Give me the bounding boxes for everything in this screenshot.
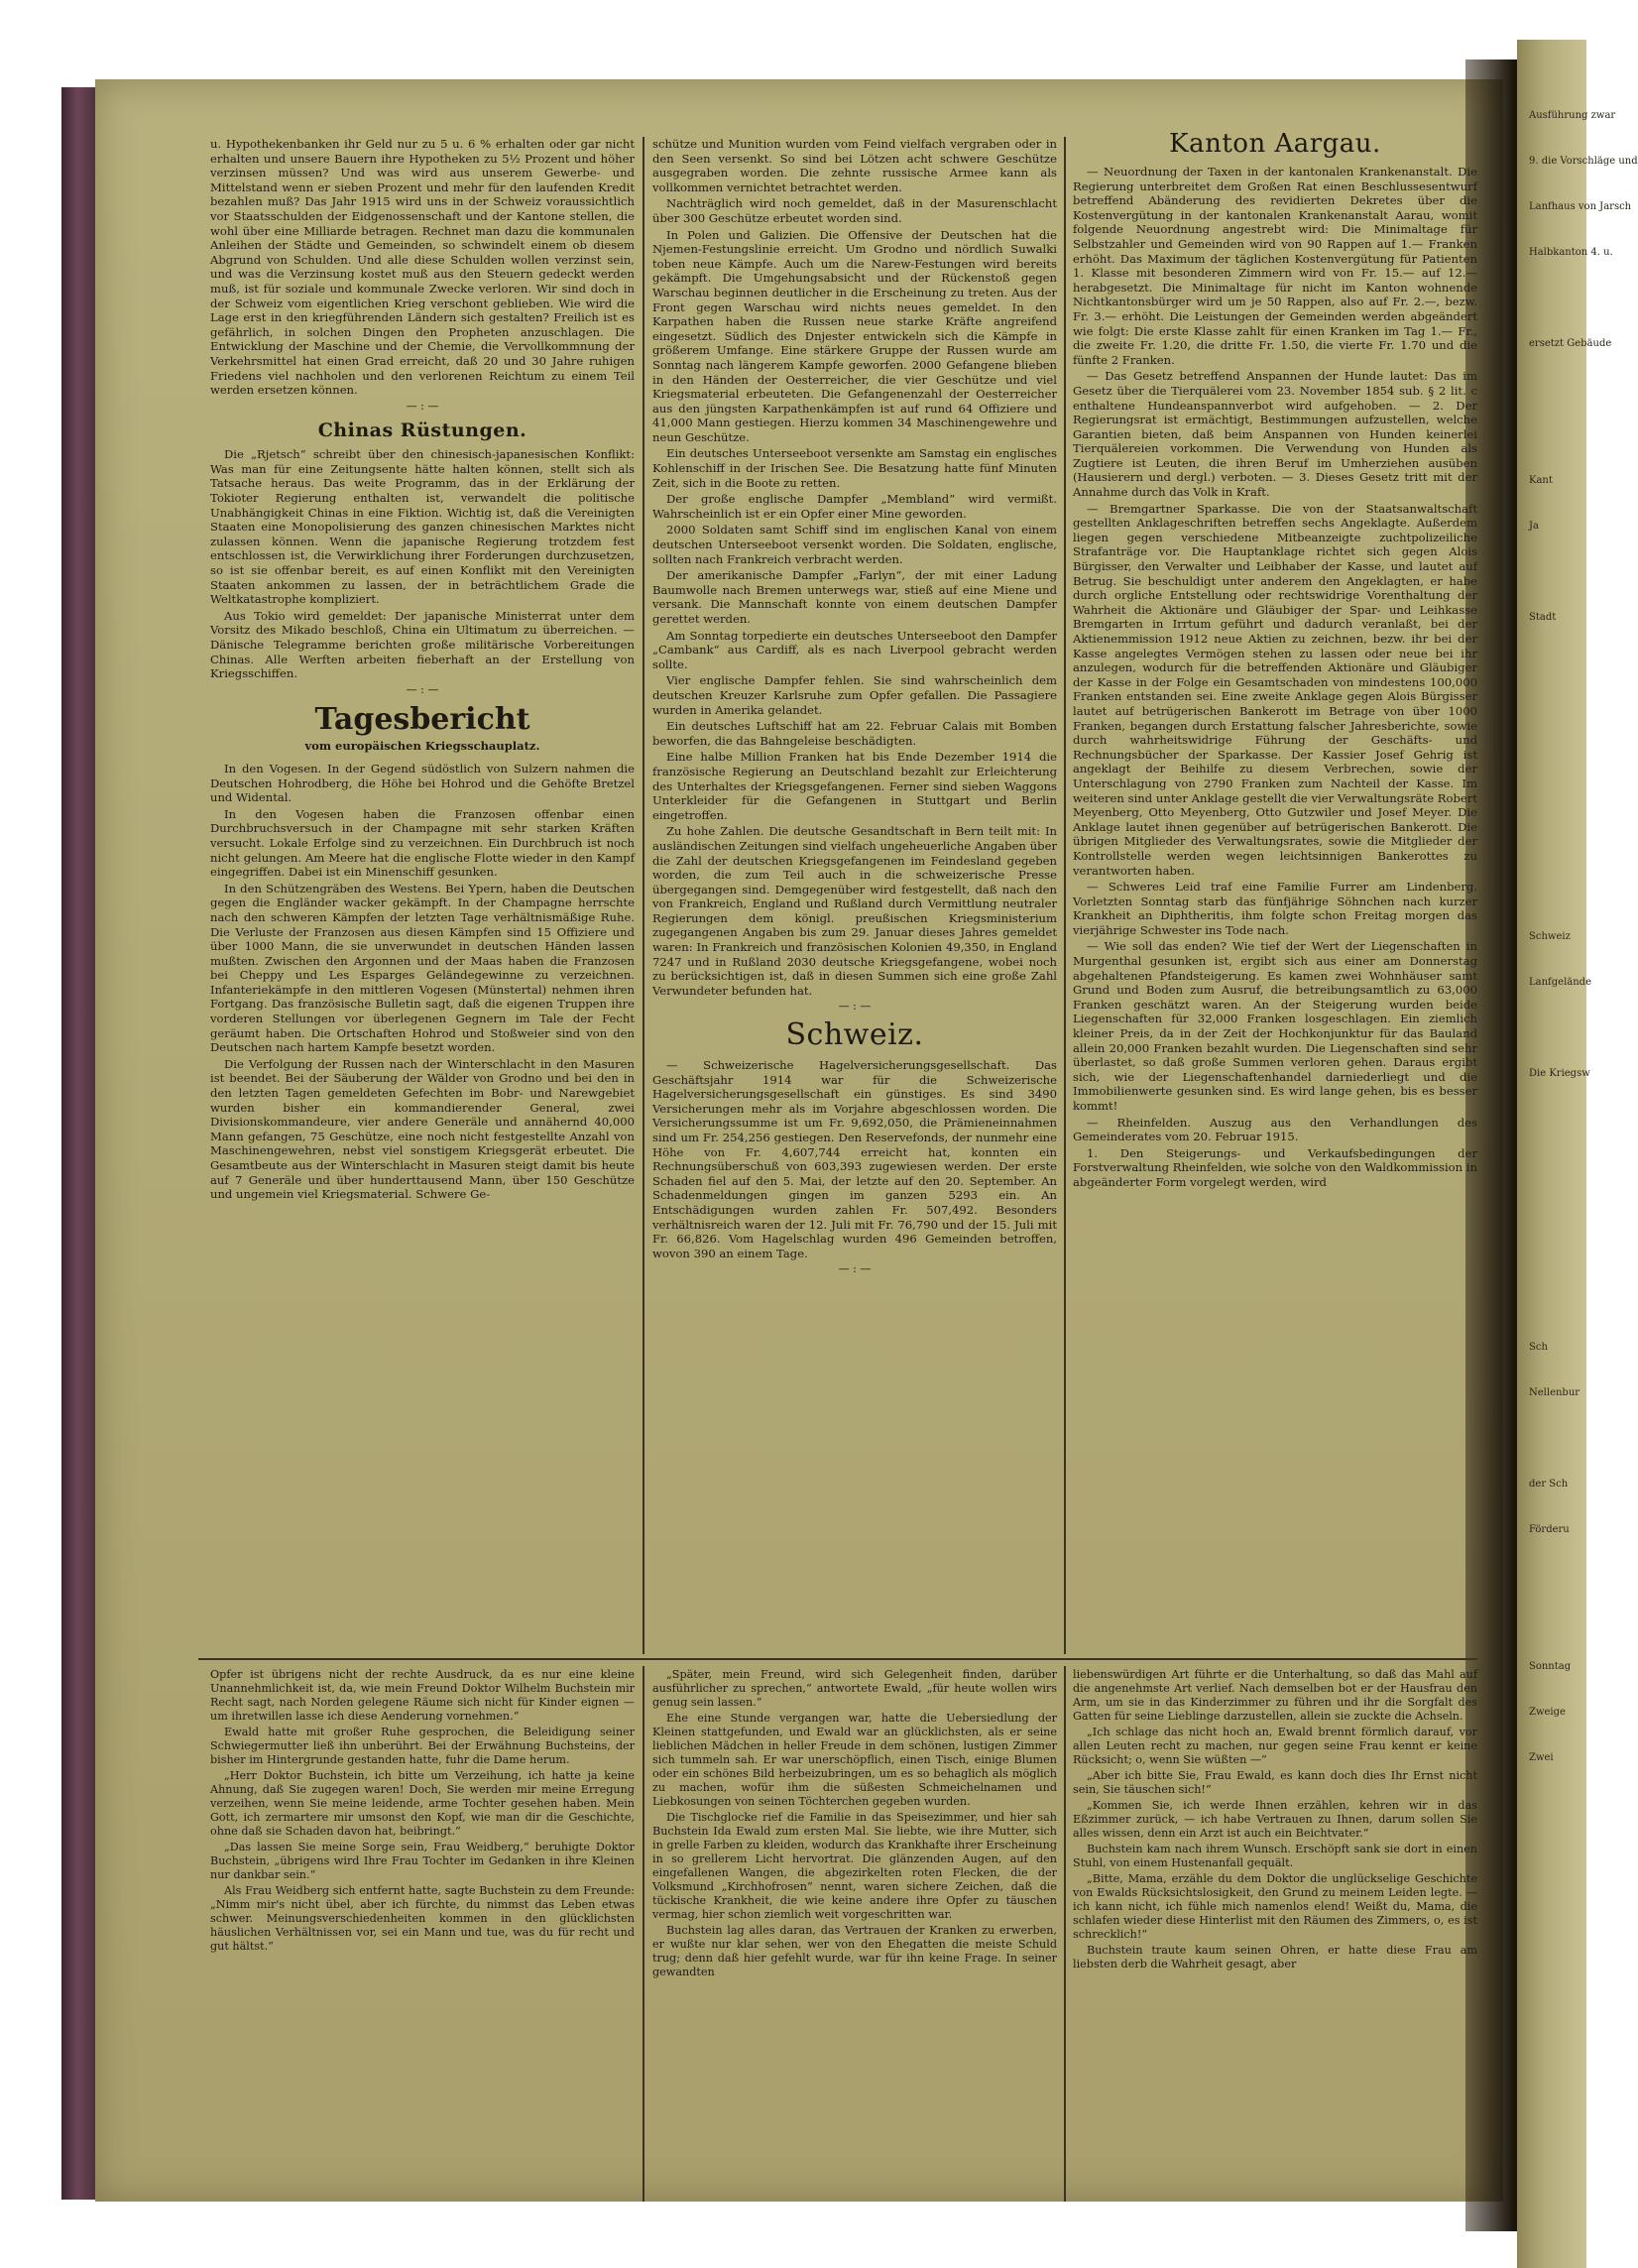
russen-paragraph: Die Verfolgung der Russen nach der Winterschlacht in den Masuren ist beendet. Bei der Säuberung der Wälder von Grodno und bei den in den letzten Tagen gemeldeten Gefechten im Bobr- und Narewgebiet wurden bisher ein kommandierender General, zwei Divisionskommandeure, vier andere Generäle und annähernd 40,000 Mann gefangen, 75 Geschütze, eine noch nicht festgestellte Anzahl von Maschinengewehren, nebst viel sonstigem Kriegsgerät erbeutet. Die Gesamtbeute aus der Winterschlacht in Masuren steigt damit bis heute auf 7 Generäle und über hunderttausend Mann, über 150 Geschütze und ungemein viel Kriegsmaterial. Schwere Ge- [210,1056,635,1202]
adjacent-page-line: Ausführung zwar [1529,110,1616,121]
tagesbericht-subheading: vom europäischen Kriegsschauplatz. [304,739,540,754]
article-column-3 [1073,129,1477,1192]
polen-paragraph: In Polen und Galizien. Die Offensive der Deutschen hat die Njemen-Festungslinie erreicht. Um Grodno und nördlich Suwalki toben neue Kämpfe. Auch um die Narew-Festungen wird bereits gekämpft. Die Umgehungsabsicht und der Rückenstoß gegen Warschau beginnen deutlicher in die Erscheinung zu treten. Aus der Front gegen Warschau wird nichts neues gemeldet. In den Karpathen haben die Russen neue starke Kräfte angreifend eingesetzt. Südlich des Dnjester entwickeln sich die Kämpfe in größerem Umfange. Eine stärkere Gruppe der Russen wurde am Sonntag nach längerem Kampfe geworfen. 2000 Gefangene blieben in den Händen der Oesterreicher, die vier Geschütze und viel Kriegsmaterial erbeuteten. Die Gefangenenzahl der Oesterreicher aus den jüngsten Karpathenkämpfen ist auf rund 64 Offiziere und 41,000 Mann gestiegen. Hierzu kommen 34 Maschinengewehre und neun Geschütze. [652,227,1057,444]
adjacent-page-line: Schweiz [1529,931,1571,942]
krankenanstalt-paragraph: — Neuordnung der Taxen in der kantonalen Krankenanstalt. Die Regierung unterbreitet dem Großen Rat einen Beschlussesentwurf betreffend Abänderung des revidierten Dekretes über die Kostenvergütung in der kantonalen Krankenanstalt Aarau, womit folgende Neuordnung angestrebt wird: Die Minimaltage für Selbstzahler und Gemeinden wird von 90 Rappen auf 1.— Franken erhöht. Das Maximum der täglichen Kostenvergütung für Patienten 1. Klasse mit besonderen Zimmern wird von Fr. 15.— auf 12.— herabgesetzt. Die Minimaltage für nicht im Kanton wohnende Nichtkantonsbürger wird um je 50 Rappen, also auf Fr. 2.—, bezw. Fr. 3.— erhöht. Die Leistungen der Gemeinden werden abgeändert wie folgt: Die erste Klasse zahlt für einen Kranken im Tag 1.— Fr., die zweite Fr. 1.20, die dritte Fr. 1.50, die vierte Fr. 1.70 und die fünfte 2 Franken. [1073,165,1477,367]
rheinfelden-paragraph: — Rheinfelden. Auszug aus den Verhandlungen des Gemeinderates vom 20. Februar 1915. [1073,1115,1477,1144]
dampfer-paragraph: Vier englische Dampfer fehlen. Sie sind wahrscheinlich dem deutschen Kreuzer Karlsruhe zum Opfer gefallen. Die Passagiere wurden in Amerika gelandet. [652,673,1057,717]
feuilleton-column-1 [210,1668,635,1956]
feuilleton-rule [198,1658,1477,1660]
adjacent-page-line: Lanfgelände [1529,977,1591,988]
feuilleton-paragraph: „Aber ich bitte Sie, Frau Ewald, es kann doch dies Ihr Ernst nicht sein, Sie täuschen sich!“ [1073,1769,1477,1796]
separator: — : — [838,1000,872,1014]
adjacent-page-line: Stadt [1529,612,1557,623]
feuilleton-paragraph: Buchstein lag alles daran, das Vertrauen der Kranken zu erwerben, er wußte nur klar sehen, wer von den Ehegatten die meiste Schuld trug; denn daß hier gefehlt wurde, war für ihn keine Frage. In seiner gewandten [652,1924,1057,1978]
unterseeboot-paragraph: Ein deutsches Unterseeboot versenkte am Samstag ein englisches Kohlenschiff in der Irischen See. Die Besatzung hatte fünf Minuten Zeit, sich in die Boote zu retten. [652,446,1057,490]
feuilleton-paragraph: Buchstein traute kaum seinen Ohren, er hatte diese Frau am liebsten derb die Wahrheit gesagt, aber [1073,1944,1477,1970]
feuilleton-paragraph: „Kommen Sie, ich werde Ihnen erzählen, kehren wir in das Eßzimmer zurück, — ich habe Vertrauen zu Ihnen, darum sollen Sie alles wissen, denn ein Arzt ist auch ein Beichtvater.“ [1073,1799,1477,1840]
kanton-aargau-heading: Kanton Aargau. [1169,129,1381,159]
adjacent-page-line: Kant [1529,475,1553,486]
schweiz-heading: Schweiz. [785,1017,924,1053]
feuilleton-paragraph: „Später, mein Freund, wird sich Gelegenheit finden, darüber ausführlicher zu sprechen,“ antwortete Ewald, „für heute wollen wirs genug sein lassen.“ [652,1668,1057,1709]
column-rule-2 [1064,137,1066,1654]
zahlen-paragraph: Zu hohe Zahlen. Die deutsche Gesandtschaft in Bern teilt mit: In ausländischen Zeitungen sind vielfach ungeheuerliche Angaben über die Zahl der deutschen Kriegsgefangenen im Feindesland gegeben worden, die zum Teil auch in die schweizerische Presse übergegangen sind. Demgegenüber wird festgestellt, daß nach den von Frankreich, England und Rußland durch Vermittlung neutraler Regierungen dem königl. preußischen Kriegsministerium zugegangenen Angaben bis zum 29. Januar dieses Jahres gemeldet waren: In Frankreich und französischen Kolonien 49,350, in England 7247 und in Rußland 2030 deutsche Kriegsgefangene, wobei noch zu berücksichtigen ist, daß in diesen Summen sich eine große Zahl Verwundeter befunden hat. [652,824,1057,998]
feuilleton-paragraph: „Herr Doktor Buchstein, ich bitte um Verzeihung, ich hatte ja keine Ahnung, daß Sie zugegen waren! Doch, Sie werden mir meine Erregung verzeihen, wenn Sie meine leidende, arme Tochter gesehen haben. Mein Gott, ich zermartere mir umsonst den Kopf, wie man dir die Geschichte, ohne daß sie Schaden davon hat, beibringt.“ [210,1769,635,1838]
separator: — : — [406,399,439,413]
membland-paragraph: Der große englische Dampfer „Membland“ wird vermißt. Wahrscheinlich ist er ein Opfer einer Mine geworden. [652,492,1057,521]
book-cover-edge [61,87,97,2200]
adjacent-page-line: der Sch [1529,1479,1569,1490]
westen-paragraph: In den Schützengräben des Westens. Bei Ypern, haben die Deutschen gegen die Engländer wacker gekämpft. In der Champagne herrschte nach den schweren Kämpfen der letzten Tage verhältnismäßige Ruhe. Die Verluste der Franzosen aus diesen Kämpfen sind 15 Offiziere und über 1000 Mann, die sie unverwundet in deutschen Händen lassen mußten. Zwischen den Argonnen und der Maas haben die Franzosen bei Cheppy und Les Esparges Geländegewinne zu verzeichnen. Infanteriekämpfe in den mittleren Vogesen (Münstertal) nehmen ihren Fortgang. Das französische Bulletin sagt, daß die eigenen Truppen ihre vorderen Stellungen vor überlegenen Gegnern im Tale der Fecht geräumt haben. Die Ortschaften Hohrod und Stoßweier sind von den Deutschen nach hartem Kampfe besetzt worden. [210,881,635,1055]
adjacent-page-line: 9. die Vorschläge und [1529,156,1638,167]
adjacent-page-line: Nellenbur [1529,1387,1580,1398]
leid-paragraph: — Schweres Leid traf eine Familie Furrer am Lindenberg. Vorletzten Sonntag starb das fünfjährige Söhnchen nach kurzer Krankheit an Diphtheritis, ihm folgte schon Freitag morgen das vierjährige Schwester ins Tode nach. [1073,880,1477,937]
enden-paragraph: — Wie soll das enden? Wie tief der Wert der Liegenschaften in Murgenthal gesunken ist, ergibt sich aus einer am Donnerstag abgehaltenen Pfandsteigerung. Es kamen zwei Wohnhäuser samt Grund und Boden zum Ausruf, die betreibungsamtlich zu 63,000 Franken geschätzt waren. An der Steigerung wurden beide Liegenschaften für 32,000 Franken losgeschlagen. Ein ziemlich kleiner Preis, da in der Zeit der Hochkonjunktur für das Bauland allein 20,000 Franken bezahlt wurden. Die Liegenschaften sind sehr überlastet, so daß große Summen verloren gehen. Daraus ergibt sich, wie der Liegenschaftenhandel darniederliegt und die Immobilienwerte gesunken sind. Es wird lange gehen, bis es besser kommt! [1073,939,1477,1113]
feuilleton-paragraph: „Das lassen Sie meine Sorge sein, Frau Weidberg,“ beruhigte Doktor Buchstein, „übrigens wird Ihre Frau Tochter im Gedanken in ihre Kleinen nur dankbar sein.“ [210,1841,635,1881]
separator: — : — [406,682,439,696]
vogesen-paragraph: In den Vogesen. In der Gegend südöstlich von Sulzern nahmen die Deutschen Hohrodberg, die Höhe bei Hohrod und die Gehöfte Bretzel und Widental. [210,761,635,805]
feuilleton-paragraph: Buchstein kam nach ihrem Wunsch. Erschöpft sank sie dort in einen Stuhl, von einem Hustenanfall gequält. [1073,1843,1477,1869]
adjacent-page-line: Zweige [1529,1707,1566,1718]
million-paragraph: Eine halbe Million Franken hat bis Ende Dezember 1914 die französische Regierung an Deutschland bezahlt zur Erleichterung des Unterhaltes der Kriegsgefangenen. Ferner sind sieben Waggons Unterkleider für die Gefangenen in Stuttgart und Berlin eingetroffen. [652,750,1057,822]
cambank-paragraph: Am Sonntag torpedierte ein deutsches Unterseeboot den Dampfer „Cambank“ aus Cardiff, als es nach Liverpool gebracht werden sollte. [652,628,1057,671]
adjacent-page-line: Lanfhaus von Jarsch [1529,201,1632,212]
adjacent-page-line: Halbkanton 4. u. [1529,247,1613,258]
feuilleton-column-rule-1 [643,1666,644,2202]
china-paragraph: Die „Rjetsch“ schreibt über den chinesisch-japanesischen Konflikt: Was man für eine Zeitungsente hätte halten können, stellt sich als Tatsache heraus. Das weite Programm, das in der Erklärung der Tokioter Regierung enthalten ist, verwandelt die politische Unabhängigkeit Chinas in eine Fiktion. Wichtig ist, daß die Vereinigten Staaten eine Monopolisierung des ganzen chinesischen Marktes nicht zulassen können. Wenn die japanische Regierung trotzdem fest entschlossen ist, die Verwirklichung ihrer Forderungen durchzusetzen, so ist sie offenbar bereit, es auf einen Konflikt mit den Vereinigten Staaten ankommen zu lassen, der in beträchtlichem Grade die Weltkatastrophe kompliziert. [210,447,635,607]
hagel-paragraph: — Schweizerische Hagelversicherungsgesellschaft. Das Geschäftsjahr 1914 war für die Schweizerische Hagelversicherungsgesellschaft ein günstiges. Es sind 3490 Versicherungen mehr als im Vorjahre abgeschlossen worden. Die Versicherungssumme ist um Fr. 9,692,050, die Prämieneinnahmen sind um Fr. 254,256 gestiegen. Den Reservefonds, der nunmehr eine Höhe von Fr. 4,607,744 erreicht hat, konnten ein Rechnungsüberschuß von 603,393 zugewiesen werden. Der erste Schaden fiel auf den 5. Mai, der letzte auf den 20. September. An Schadenmeldungen gingen im ganzen 5293 ein. An Entschädigungen wurden zahlen Fr. 507,492. Besonders verhältnisreich waren der 12. Juli mit Fr. 76,790 und der 15. Juli mit Fr. 66,826. Vom Hagelschlag wurden 496 Gemeinden betroffen, wovon 390 an einem Tage. [652,1058,1057,1260]
article-column-2 [652,137,1057,1281]
separator: — : — [838,1262,872,1276]
column-rule-1 [643,137,644,1654]
feuilleton-paragraph: Opfer ist übrigens nicht der rechte Ausdruck, da es nur eine kleine Unannehmlichkeit ist, da, wie mein Freund Doktor Wilhelm Buchstein mir Recht sagt, nach Norden gelegene Räume sich nicht für Kinder eignen — um ihretwillen lasse ich diese Aenderung vornehmen.“ [210,1668,635,1723]
article-column-1 [210,137,635,1204]
feuilleton-paragraph: liebenswürdigen Art führte er die Unterhaltung, so daß das Mahl auf die angenehmste Art verlief. Nach demselben bot er der Hausfrau den Arm, um sie in das Kinderzimmer zu führen und ihr die Sorgfalt des Gatten für seine Lieblinge darzustellen, allein sie zuckte die Achseln. [1073,1668,1477,1723]
adjacent-page-line: Ja [1529,521,1539,532]
adjacent-page-line: Die Kriegsw [1529,1068,1590,1079]
feuilleton-column-3 [1073,1668,1477,1973]
soldaten-paragraph: 2000 Soldaten samt Schiff sind im englischen Kanal von einem deutschen Unterseeboot versenkt worden. Die Soldaten, englische, sollten nach Frankreich verbracht werden. [652,523,1057,566]
feuilleton-paragraph: Die Tischglocke rief die Familie in das Speisezimmer, und hier sah Buchstein Ida Ewald zum ersten Mal. Sie liebte, wie ihre Mutter, sich in grelle Farben zu kleiden, wodurch das Krankhafte ihrer Erscheinung in so grellerem Licht hervortrat. Die glänzenden Augen, auf den eingefallenen Wangen, die abgezirkelten roten Flecken, die der Volksmund „Kirchhofrosen“ nennt, waren sichere Zeichen, daß die tückische Krankheit, die wie keine andere ihre Opfer zu täuschen vermag, hier schon ziemlich weit vorgeschritten war. [652,1811,1057,1921]
tagesbericht-heading: Tagesbericht [314,702,530,738]
rheinfelden-paragraph: 1. Den Steigerungs- und Verkaufsbedingungen der Forstverwaltung Rheinfelden, wie solche von den Waldkommission in abgeänderter Form vorgelegt werden, wird [1073,1145,1477,1189]
feuilleton-paragraph: „Bitte, Mama, erzähle du dem Doktor die unglückselige Geschichte von Ewalds Rücksichtslosigkeit, den Grund zu meinem Leiden legte. — ich kann nicht, ich fühle mich namenlos elend! Weißt du, Mama, die schlafen wieder diese Hinterlist mit den Räumen des Zimmers, o, es ist schrecklich!“ [1073,1872,1477,1941]
debt-article-paragraph: u. Hypothekenbanken ihr Geld nur zu 5 u. 6 % erhalten oder gar nicht erhalten und unsere Bauern ihre Hypotheken zu 5½ Prozent und höher verzinsen müssen? Und was wird aus unserem Gewerbe- und Mittelstand wenn er sieben Prozent und mehr für den laufenden Kredit bezahlen muß? Das Jahr 1915 wird uns in der Schweiz voraussichtlich vor Staatsschulden der Eidgenossenschaft und der Kantone stellen, die wohl über eine Milliarde betragen. Rechnet man dazu die kommunalen Anleihen der Städte und Gemeinden, so schwindelt einem ob diesem Abgrund von Schulden. Und alle diese Schulden wollen verzinst sein, und was die Verzinsung kostet muß aus den Steuern gedeckt werden muß, ist für soziale und kommunale Zwecke verloren. Wir sind doch in der Schweiz vom eigentlichen Krieg verschont geblieben. Wie wird die Lage erst in den kriegführenden Ländern sich gestalten? Freilich ist es gefährlich, in solchen Dingen den Propheten anzuschlagen. Die Entwicklung der Maschine und der Chemie, die Vervollkommnung der Verkehrsmittel hat einen Grad erreicht, daß 20 und 30 Jahre ruhigen Friedens viel nachholen und den verlorenen Reichtum zu einem Teil werden ersetzen können. [210,137,635,398]
feuilleton-column-rule-2 [1064,1666,1066,2202]
feuilleton-column-2 [652,1668,1057,1981]
feuilleton-paragraph: Als Frau Weidberg sich entfernt hatte, sagte Buchstein zu dem Freunde: „Nimm mir's nicht übel, aber ich fürchte, du nimmst das Leben etwas schwer. Meinungsverschiedenheiten kommen in den glücklichsten häuslichen Verhältnissen vor, sei ein Mann und tue, was du für recht und gut hältst.“ [210,1884,635,1953]
farlyn-paragraph: Der amerikanische Dampfer „Farlyn“, der mit einer Ladung Baumwolle nach Bremen unterwegs war, stieß auf eine Miene und versank. Die Mannschaft konnte von einem deutschen Dampfer gerettet werden. [652,568,1057,626]
feuilleton-paragraph: Ewald hatte mit großer Ruhe gesprochen, die Beleidigung seiner Schwiegermutter ließ ihn unberührt. Bei der Erwähnung Buchsteins, der bisher im Hintergrunde gestanden hatte, fuhr die Dame herum. [210,1726,635,1766]
adjacent-page-line: ersetzt Gebäude [1529,338,1612,349]
adjacent-page [1517,40,1586,2268]
feuilleton-paragraph: „Ich schlage das nicht hoch an, Ewald brennt förmlich darauf, vor allen Leuten recht zu machen, nur gegen seine Frau kennt er keine Rücksicht; o, wenn Sie wüßten —“ [1073,1726,1477,1766]
adjacent-page-line: Förderu [1529,1524,1570,1535]
feuilleton-paragraph: Ehe eine Stunde vergangen war, hatte die Uebersiedlung der Kleinen stattgefunden, und Ewald war an glücklichsten, als er seine lieblichen Mädchen in heller Freude in dem schönen, lustigen Zimmer sich tummeln sah. Er war unerschöpflich, einen Tisch, einige Blumen oder ein schönes Bild herbeizubringen, um es so behaglich als möglich zu machen, wofür ihm die süßesten Schmeichelnamen und Liebkosungen von seinen Töchterchen gegeben wurden. [652,1712,1057,1808]
china-heading: Chinas Rüstungen. [317,419,527,442]
luftschiff-paragraph: Ein deutsches Luftschiff hat am 22. Februar Calais mit Bomben beworfen, die das Bahngeleise beschädigten. [652,719,1057,748]
china-paragraph: Aus Tokio wird gemeldet: Der japanische Ministerrat unter dem Vorsitz des Mikado beschloß, China ein Ultimatum zu überreichen. — Dänische Telegramme berichten große militärische Vorbereitungen Chinas. Alle Werften arbeiten fieberhaft an der Erstellung von Kriegsschiffen. [210,608,635,681]
hunde-paragraph: — Das Gesetz betreffend Anspannen der Hunde lautet: Das im Gesetz über die Tierquälerei vom 23. November 1854 sub. § 2 lit. c enthaltene Hundeanspannverbot wird aufgehoben. — 2. Der Regierungsrat ist ermächtigt, Bestimmungen aufzustellen, welche Garantien bieten, daß beim Anspannen von Hunden keinerlei Tierquälereien vorkommen. Die Verwendung von Hunden als Zugtiere ist Leuten, die ihren Beruf im Umherziehen ausüben (Hausierern und dergl.) verboten. — 3. Dieses Gesetz tritt mit der Annahme durch das Volk in Kraft. [1073,369,1477,500]
masuren-paragraph: Nachträglich wird noch gemeldet, daß in der Masurenschlacht über 300 Geschütze erbeutet worden sind. [652,196,1057,225]
sparkasse-paragraph: — Bremgartner Sparkasse. Die von der Staatsanwaltschaft gestellten Anklageschriften betreffen sechs Angeklagte. Außerdem liegen gegen verschiedene Mitbeanzeigte zuchtpolizeiliche Strafanträge vor. Die Hauptanklage richtet sich gegen Alois Bürgisser, den Verwalter und Leibhaber der Kasse, und lautet auf Betrug. Sie beschuldigt unter anderem den Angeklagten, er habe durch orgliche Entstellung oder rechtswidrige Vorenthaltung der Wahrheit die Aktionäre und Gläubiger der Spar- und Leihkasse Bremgarten in Irrtum geführt und dadurch veranlaßt, bei der Aktienemmission 1912 neue Aktien zu zeichnen, bezw. ihr bei der Kasse angelegtes Vermögen stehen zu lassen oder neue bei ihr anzulegen, wodurch für die betreffenden Aktionäre und Gläubiger der Kasse in der Folge ein Gesamtschaden von mindestens 100,000 Franken entstanden sei. Eine zweite Anklage gegen Alois Bürgisser lautet auf betrügerischen Bankerott im Betrage von über 1000 Franken, begangen durch Erstattung falscher Jahresberichte, sowie durch wahrheitswidrige Führung der Geschäfts- und Rechnungsbücher der Sparkasse. Der Kassier Josef Gehrig ist angeklagt der Beihilfe zu diesem Verbrechen, sowie der Unterschlagung von 2790 Franken zum Nachteil der Kasse. Im weiteren sind unter Anklage gestellt die vier Verwaltungsräte Robert Meyenberg, Otto Meyenberg, Otto Gutzwiler und Josef Meyer. Die Anklage lautet ihnen gegenüber auf betrügerischen Bankerott. Die übrigen Mitglieder des Verwaltungsrates, sowie die Mitglieder der Kontrollstelle werden wegen leichtsinnigen Bankerottes zu verantworten haben. [1073,501,1477,878]
vogesen-paragraph: In den Vogesen haben die Franzosen offenbar einen Durchbruchsversuch in der Champagne mit sehr starken Kräften versucht. Lokale Erfolge sind zu verzeichnen. Ein Durchbruch ist noch nicht gelungen. Am Meere hat die englische Flotte wieder in den Kampf eingegriffen. Dabei ist ein Minenschiff gesunken. [210,806,635,880]
adjacent-page-line: Zwei [1529,1752,1554,1763]
adjacent-page-line: Sch [1529,1342,1548,1353]
geschuetze-paragraph: schütze und Munition wurden vom Feind vielfach vergraben oder in den Seen versenkt. So sind bei Lötzen acht schwere Geschütze ausgegraben worden. Die zehnte russische Armee kann als vollkommen vernichtet betrachtet werden. [652,137,1057,194]
adjacent-page-line: Sonntag [1529,1661,1572,1672]
